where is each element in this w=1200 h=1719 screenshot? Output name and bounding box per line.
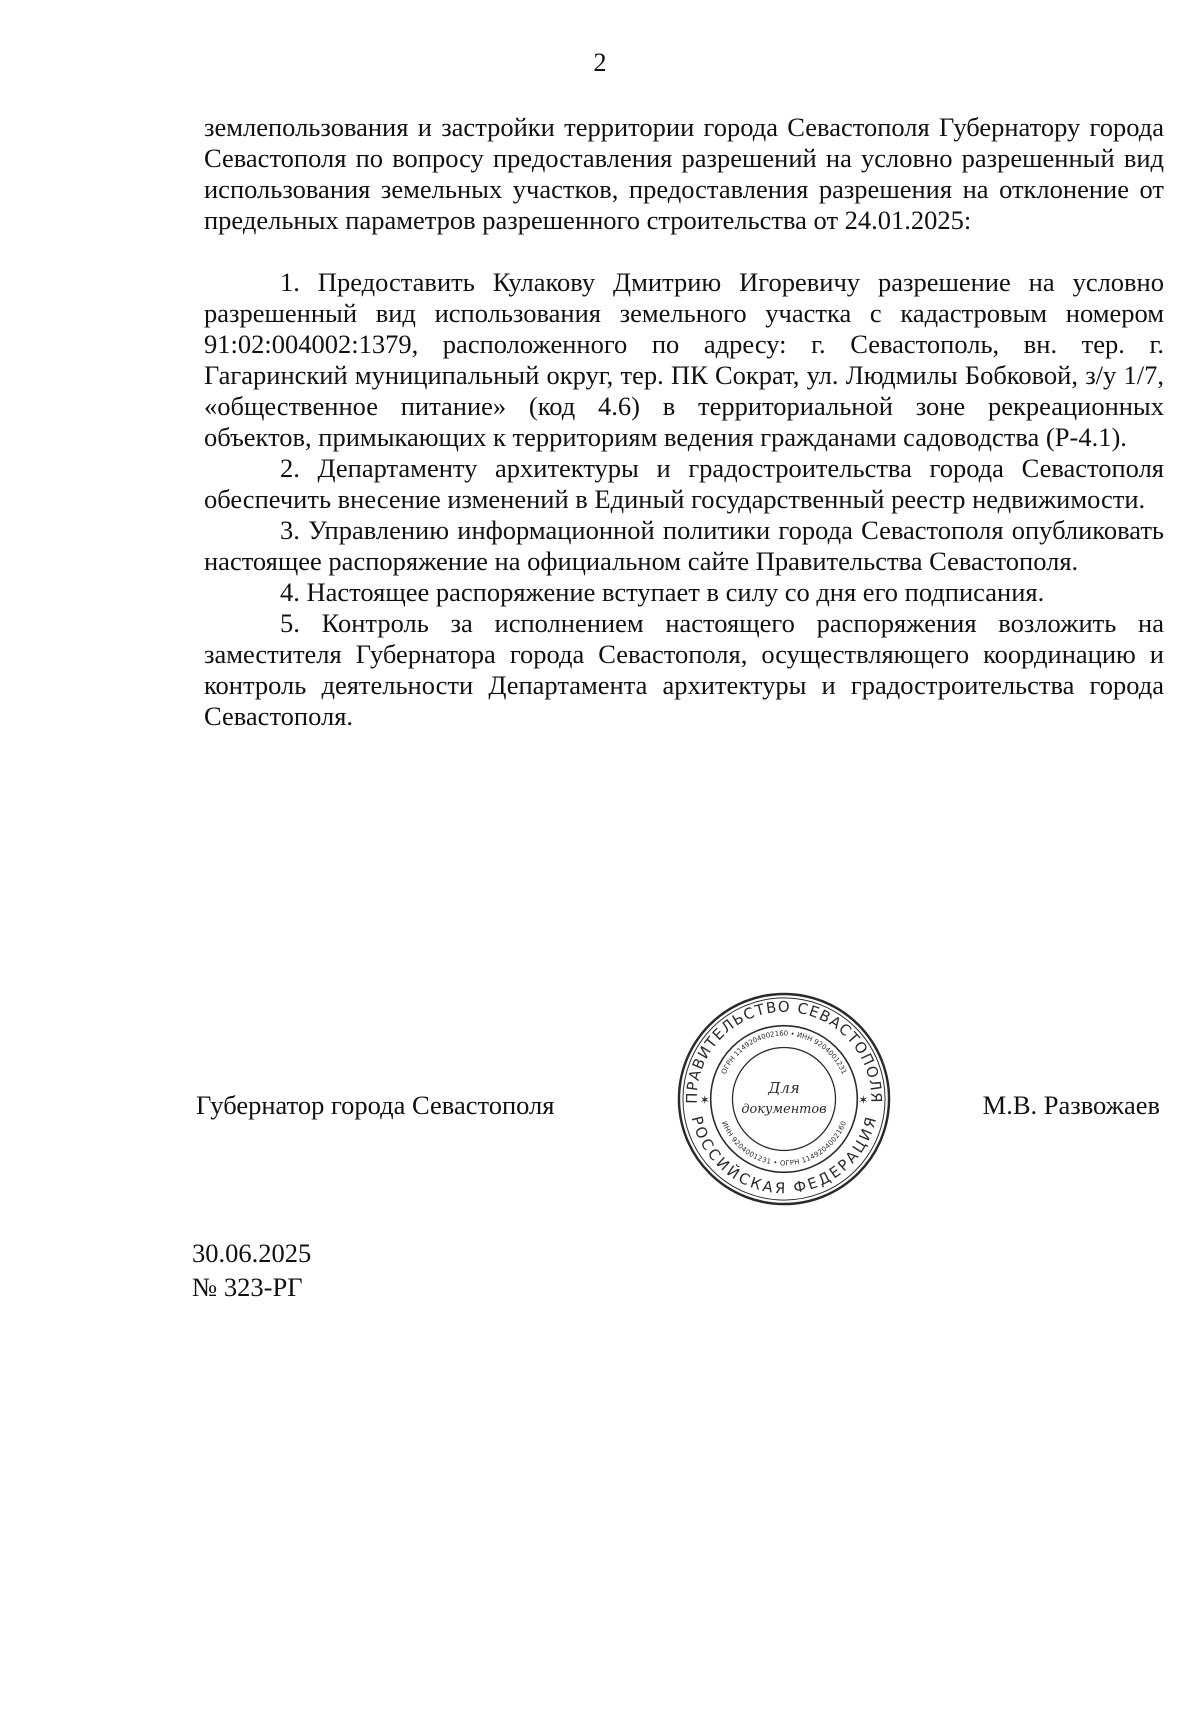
seal-center-line-2: документов <box>741 1101 827 1117</box>
preamble-paragraph: землепользования и застройки территории города Севастополя Губернатору города Севастополя по вопросу предоставления разрешений на условно разрешенный вид использования земельных участков, предоставления разрешения на отклонение от предельных параметров разрешенного строительства от 24.01.2025: <box>204 112 1164 235</box>
item-1-paragraph: 1. Предоставить Кулакову Дмитрию Игоревичу разрешение на условно разрешенный вид использования земельного участка с кадастровым номером 91:02:004002:1379, расположенного по адресу: г. Севастополь, вн. тер. г. Гагаринский муниципальный округ, тер. ПК Сократ, ул. Людмилы Бобковой, з/у 1/7, «общественное питание» (код 4.6) в территориальной зоне рекреационных объектов, примыкающих к территориям ведения гражданами садоводства (Р-4.1). <box>204 267 1164 452</box>
document-date-number <box>192 1236 311 1304</box>
document-date: 30.06.2025 <box>192 1238 312 1268</box>
item-2-paragraph: 2. Департаменту архитектуры и градостроительства города Севастополя обеспечить внесение изменений в Единый государственный реестр недвижимости. <box>204 453 1164 514</box>
seal-center-line-1: Для <box>768 1079 800 1098</box>
official-seal-stamp <box>675 990 893 1208</box>
item-3-paragraph: 3. Управлению информационной политики города Севастополя опубликовать настоящее распоряжение на официальном сайте Правительства Севастополя. <box>204 515 1164 576</box>
seal-bottom-text: РОССИЙСКАЯ ФЕДЕРАЦИЯ <box>687 1114 881 1198</box>
signer-position: Губернатор города Севастополя <box>196 1090 555 1120</box>
page-number: 2 <box>593 48 607 77</box>
seal-star-right: ✶ <box>858 1092 869 1107</box>
item-5-paragraph: 5. Контроль за исполнением настоящего распоряжения возложить на заместителя Губернатора города Севастополя, осуществляющего координацию и контроль деятельности Департамента архитектуры и градостроительства города Севастополя. <box>204 608 1164 731</box>
document-body <box>204 112 1164 732</box>
signer-name: М.В. Развожаев <box>982 1090 1160 1120</box>
seal-top-text: ПРАВИТЕЛЬСТВО СЕВАСТОПОЛЯ <box>682 997 886 1104</box>
seal-inner-bottom-text: ИНН 9204001231 • ОГРН 1149204002160 <box>720 1119 848 1168</box>
seal-inner-top-text: ОГРН 1149204002160 • ИНН 9204001231 <box>719 1029 849 1076</box>
item-4-paragraph: 4. Настоящее распоряжение вступает в силу со дня его подписания. <box>280 577 1045 607</box>
document-number: № 323-РГ <box>192 1272 303 1302</box>
seal-ring-4 <box>732 1047 835 1150</box>
seal-star-left: ✶ <box>699 1092 710 1107</box>
